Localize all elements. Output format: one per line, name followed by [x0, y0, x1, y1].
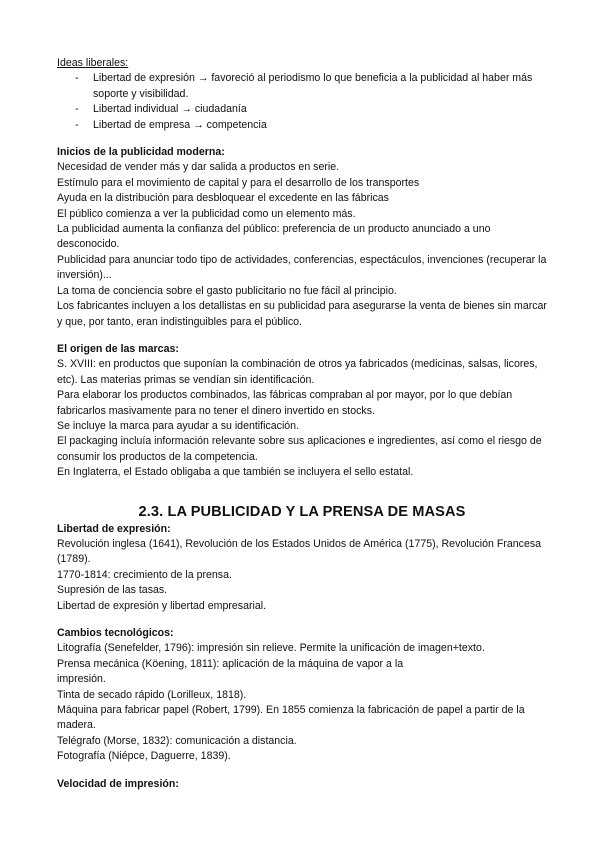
paragraph: Libertad de expresión y libertad empresarial.: [57, 599, 267, 612]
paragraph: Necesidad de vender más y dar salida a productos en serie.: [57, 161, 340, 174]
paragraph: El público comienza a ver la publicidad como un elemento más.: [57, 207, 356, 220]
expresion-heading: Libertad de expresión:: [57, 522, 171, 535]
paragraph: Revolución inglesa (1641), Revolución de los Estados Unidos de América (1775), Revolución Francesa (1789).: [57, 537, 542, 566]
velocidad-heading: Velocidad de impresión:: [57, 777, 179, 790]
paragraph: La toma de conciencia sobre el gasto publicitario no fue fácil al principio.: [57, 284, 397, 297]
paragraph: Prensa mecánica (Köening, 1811): aplicación de la máquina de vapor a la: [57, 657, 404, 670]
paragraph: La publicidad aumenta la confianza del público: preferencia de un producto anunciado a uno desconocido.: [57, 223, 491, 251]
paragraph: Se incluye la marca para ayudar a su identificación.: [57, 419, 300, 432]
cambios-heading: Cambios tecnológicos:: [57, 627, 174, 639]
list-item: - Libertad de expresión → favoreció al periodismo lo que beneficia a la publicidad al haber más soporte y visibilidad.: [75, 72, 533, 100]
inicios-heading: Inicios de la publicidad moderna:: [57, 146, 225, 159]
section-title: 2.3. LA PUBLICIDAD Y LA PRENSA DE MASAS: [138, 503, 466, 520]
document-page: [57, 56, 547, 792]
paragraph: 1770-1814: crecimiento de la prensa.: [57, 568, 232, 581]
paragraph: Ayuda en la distribución para desbloquear el excedente en las fábricas: [57, 192, 389, 205]
dash-bullet-icon: -: [75, 72, 79, 85]
liberal-ideas-heading: Ideas liberales:: [57, 57, 129, 69]
paragraph: Para elaborar los productos combinados, las fábricas compraban al por mayor, por lo que debían fabricarlos masivamente para no tener el dinero invertido en stocks.: [57, 389, 513, 417]
marcas-heading: El origen de las marcas:: [57, 342, 179, 355]
paragraph: El packaging incluía información relevante sobre sus aplicaciones e ingredientes, así como el riesgo de consumir los productos de la competencia.: [57, 435, 542, 463]
dash-bullet-icon: -: [75, 103, 79, 116]
paragraph: Litografía (Senefelder, 1796): impresión sin relieve. Permite la unificación de imagen+texto.: [57, 642, 485, 655]
paragraph: Telégrafo (Morse, 1832): comunicación a distancia.: [57, 734, 297, 747]
paragraph: Fotografía (Niépce, Daguerre, 1839).: [57, 750, 231, 763]
paragraph: Máquina para fabricar papel (Robert, 1799). En 1855 comienza la fabricación de papel a partir de la madera.: [57, 704, 525, 732]
paragraph: Estímulo para el movimiento de capital y para el desarrollo de los transportes: [57, 176, 420, 189]
dash-bullet-icon: -: [75, 118, 79, 131]
list-item: - Libertad individual → ciudadanía: [57, 102, 547, 117]
list-item: - Libertad de empresa → competencia: [57, 118, 547, 133]
paragraph: Publicidad para anunciar todo tipo de actividades, conferencias, espectáculos, invenciones (recuperar la inversión)...: [57, 253, 547, 282]
paragraph: S. XVIII: en productos que suponían la combinación de otros ya fabricados (medicinas, salsas, licores, etc). Las materias primas se vendían sin identificación.: [57, 358, 538, 386]
paragraph: impresión.: [57, 673, 106, 686]
paragraph: En Inglaterra, el Estado obligaba a que también se incluyera el sello estatal.: [57, 466, 414, 479]
paragraph: Supresión de las tasas.: [57, 584, 168, 597]
paragraph: Tinta de secado rápido (Lorilleux, 1818).: [57, 688, 247, 701]
liberal-ideas-list: [57, 71, 547, 133]
paragraph: Los fabricantes incluyen a los detallistas en su publicidad para asegurarse la venta de bienes sin marcar y que, por tanto, eran indistinguibles para el público.: [57, 300, 547, 328]
